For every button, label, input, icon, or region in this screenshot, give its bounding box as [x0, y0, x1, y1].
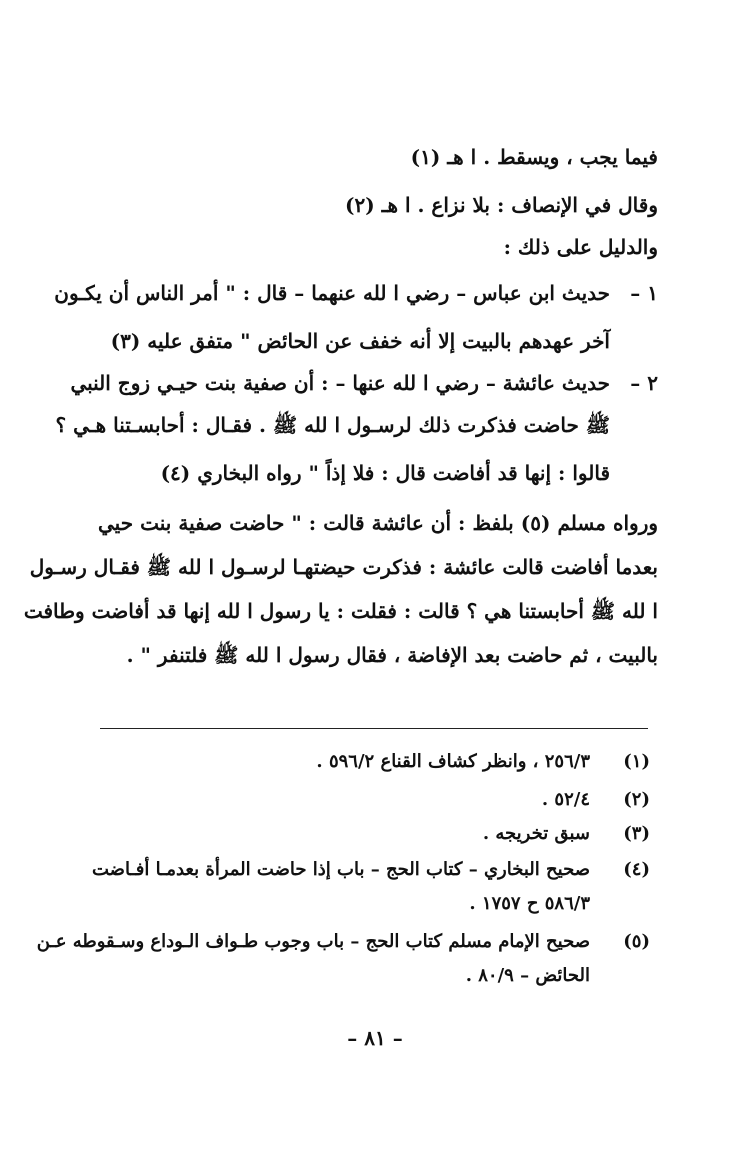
page-number: – ٨١ –	[347, 1026, 403, 1050]
paragraph-line-d: بالبيت ، ثم حاضت بعد الإفاضة ، فقال رسول ا لله ﷺ فلتنفر " .	[126, 643, 658, 667]
footnote-2-number: (٢)	[623, 789, 650, 810]
footnote-5-text: صحيح الإمام مسلم كتاب الحج – باب وجوب طـواف الـوداع وسـقوطه عـن	[36, 931, 590, 952]
footnote-5-number: (٥)	[623, 931, 650, 952]
footnote-3-text: سبق تخريجه .	[482, 823, 590, 844]
item-2-number: ٢ –	[630, 371, 658, 395]
paragraph-line-a: ورواه مسلم (٥) بلفظ : أن عائشة قالت : " حاضت صفية بنت حيي	[98, 511, 659, 535]
item-2-line-c: قالوا : إنها قد أفاضت قال : فلا إذاً " رواه البخاري (٤)	[160, 461, 610, 485]
footnote-4-number: (٤)	[623, 859, 650, 880]
body-line-3: والدليل على ذلك :	[503, 235, 658, 259]
footnote-1-text: ٢٥٦/٣ ، وانظر كشاف القناع ٥٩٦/٢ .	[316, 751, 590, 772]
footnote-4-text: صحيح البخاري – كتاب الحج – باب إذا حاضت المرأة بعدمـا أفـاضت	[92, 859, 590, 880]
paragraph-line-c: ا لله ﷺ أحابستنا هي ؟ قالت : فقلت : يا رسول ا لله إنها قد أفاضت وطافت	[23, 599, 658, 623]
item-1-number: ١ –	[630, 281, 658, 305]
footnote-2-text: ٥٢/٤ .	[541, 789, 590, 810]
body-line-1: فيما يجب ، ويسقط . ا هـ (١)	[410, 145, 658, 169]
footnote-separator	[100, 728, 648, 729]
item-1-line-a: حديث ابن عباس – رضي ا لله عنهما – قال : " أمر الناس أن يكـون	[54, 281, 610, 305]
footnote-1-number: (١)	[623, 751, 650, 772]
body-line-2: وقال في الإنصاف : بلا نزاع . ا هـ (٢)	[344, 193, 658, 217]
item-1-line-b: آخر عهدهم بالبيت إلا أنه خفف عن الحائض " متفق عليه (٣)	[110, 329, 610, 353]
footnote-3-number: (٣)	[623, 823, 650, 844]
footnote-4-text-cont: ٥٨٦/٣ ح ١٧٥٧ .	[469, 893, 590, 914]
footnote-5-text-cont: الحائض – ٨٠/٩ .	[465, 965, 590, 986]
paragraph-line-b: بعدما أفاضت قالت عائشة : فذكرت حيضتهـا لرسـول ا لله ﷺ فقـال رسـول	[29, 555, 658, 579]
item-2-line-a: حديث عائشة – رضي ا لله عنها – : أن صفية بنت حيـي زوج النبي	[70, 371, 610, 395]
item-2-line-b: ﷺ حاضت فذكرت ذلك لرسـول ا لله ﷺ . فقـال : أحابسـتنا هـي ؟	[55, 413, 610, 437]
